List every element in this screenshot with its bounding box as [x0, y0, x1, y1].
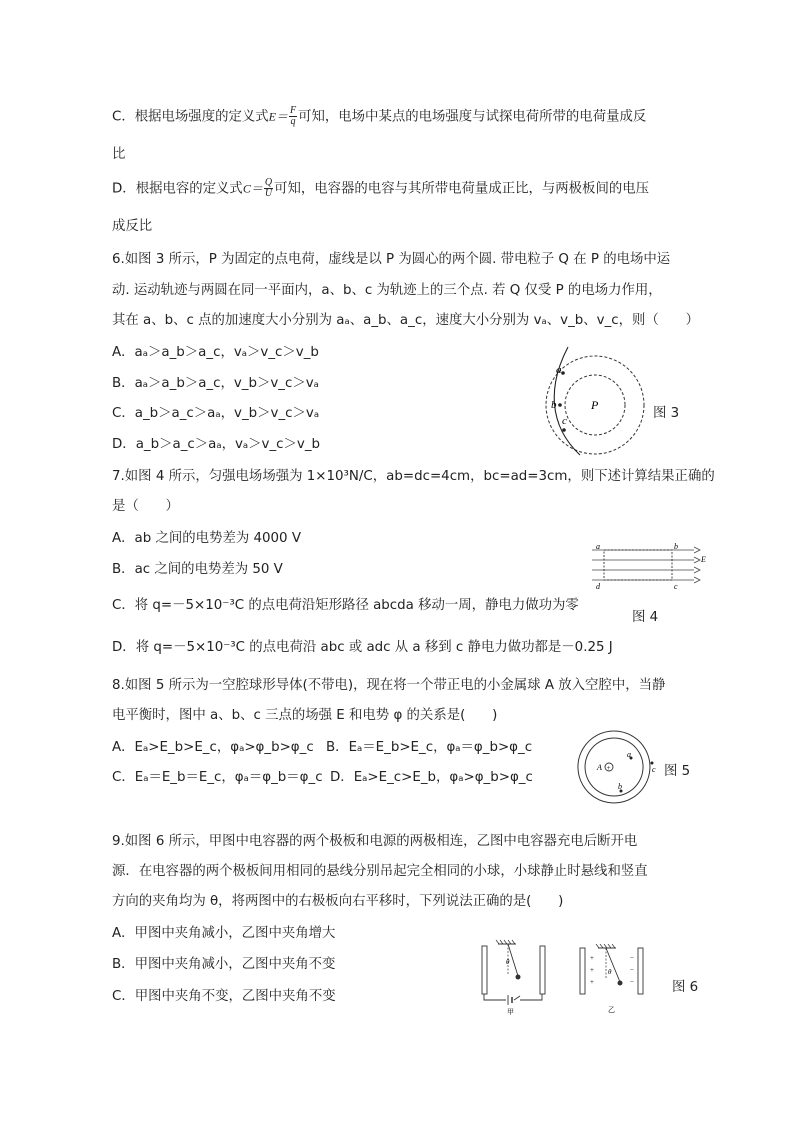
- q9-stem-line2: 源．在电容器的两个极板间用相同的悬线分别吊起完全相同的小球，小球静止时悬线和竖直: [112, 864, 648, 879]
- fig5-label-big-a: A: [597, 763, 602, 772]
- q9-option-a: A．甲图中夹角减小，乙图中夹角增大: [112, 926, 336, 941]
- fig5-conductor-shell: [578, 731, 650, 803]
- fig6-yi-plus-2: +: [590, 966, 594, 974]
- figure-5-caption: 图 5: [664, 764, 691, 779]
- q6-option-b: B．aₐ＞a_b＞a_c，v_b＞v_c＞vₐ: [112, 376, 319, 391]
- figure-6-caption: 图 6: [672, 980, 699, 995]
- q7-stem-line2: 是（ ）: [112, 499, 179, 514]
- q7-option-a: A．ab 之间的电势差为 4000 V: [112, 531, 301, 546]
- q6-option-a: A．aₐ＞a_b＞a_c，vₐ＞v_c＞v_b: [112, 345, 319, 360]
- fig6-yi-minus-2: −: [630, 966, 634, 974]
- q5-option-c-text-b: 可知，电场中某点的电场强度与试探电荷所带的电荷量成反: [298, 109, 647, 125]
- fig4-rectangle-abcd: [604, 550, 672, 580]
- fig3-label-b: b: [551, 399, 557, 411]
- q7-stem-line1: 7.如图 4 所示，匀强电场场强为 1×10³N/C，ab=dc=4cm，bc=ad=3cm，则下述计算结果正确的: [112, 469, 715, 484]
- q5-formula-e-fraction: [289, 106, 297, 127]
- fig6-jia-switch: [514, 996, 520, 1000]
- q9-option-c: C．甲图中夹角不变，乙图中夹角不变: [112, 989, 336, 1004]
- q5-option-d-text-b: 可知，电容器的电容与其所带电荷量成正比，与两极板间的电压: [274, 181, 650, 197]
- q6-stem-line2: 动. 运动轨迹与两圆在同一平面内，a、b、c 为轨迹上的三个点. 若 Q 仅受 P 的电场力作用，: [112, 283, 662, 298]
- fig5-label-b: b: [618, 782, 622, 791]
- figure-5-diagram: [568, 725, 660, 807]
- fig3-label-p: P: [591, 398, 599, 412]
- q8-option-a: A．Eₐ>E_b>E_c，φₐ>φ_b>φ_c: [112, 740, 314, 755]
- fig5-plus-sign: +: [606, 764, 611, 772]
- fig6-jia-right-plate: [540, 946, 545, 994]
- q6-option-c: C．a_b＞a_c＞aₐ，v_b＞v_c＞vₐ: [112, 406, 320, 421]
- q5-option-d-text-a: D．根据电容的定义式: [112, 181, 243, 197]
- q7-option-b: B．ac 之间的电势差为 50 V: [112, 562, 283, 577]
- q5-formula-c-numerator: Q: [264, 177, 273, 188]
- figure-4-diagram: [590, 542, 708, 592]
- fig3-label-a: a: [556, 364, 562, 376]
- fig4-label-d: d: [596, 582, 600, 591]
- figure-3-caption: 图 3: [653, 406, 680, 421]
- q5-option-d: [112, 178, 649, 200]
- fig6-jia-circuit: [484, 994, 542, 1000]
- fig6-yi-string: [606, 948, 620, 982]
- fig3-point-c: [562, 428, 566, 432]
- fig6-yi-theta: θ: [608, 968, 612, 976]
- q5-formula-c-denominator: U: [264, 188, 273, 199]
- fig6-jia-left-plate: [482, 946, 487, 994]
- figure-3-diagram: [540, 345, 650, 457]
- q6-stem-line3: 其在 a、b、c 点的加速度大小分别为 aₐ、a_b、a_c，速度大小分别为 vₐ、v_b、v_c，则（ ）: [112, 313, 699, 328]
- q9-option-b: B．甲图中夹角减小，乙图中夹角不变: [112, 957, 336, 972]
- fig6-yi-right-plate: [638, 948, 643, 994]
- fig6-jia-theta: θ: [506, 958, 510, 966]
- figure-6-jia-diagram: [470, 938, 560, 1016]
- q8-option-b: B．Eₐ＝E_b>E_c，φₐ＝φ_b>φ_c: [326, 740, 533, 755]
- fig6-jia-label: 甲: [507, 1008, 514, 1016]
- fig6-yi-minus-3: −: [630, 978, 634, 986]
- fig4-label-b: b: [674, 542, 678, 551]
- q5-formula-e-numerator: F: [290, 105, 297, 116]
- fig3-point-a: [561, 371, 565, 375]
- q5-formula-e-denominator: q: [290, 116, 296, 127]
- fig5-label-a: a: [627, 750, 631, 759]
- q5-formula-e-lhs: E＝: [268, 109, 288, 124]
- q8-option-c: C．Eₐ＝E_b＝E_c，φₐ＝φ_b＝φ_c: [112, 770, 323, 785]
- fig6-jia-string: [508, 944, 518, 976]
- q5-option-d-cont: 成反比: [112, 219, 153, 234]
- fig6-yi-label: 乙: [608, 1006, 615, 1014]
- fig6-jia-hatch: [496, 940, 515, 944]
- figure-6-yi-diagram: [574, 944, 658, 1016]
- q5-formula-c-fraction: [264, 178, 273, 199]
- figure-4-caption: 图 4: [632, 610, 659, 625]
- q6-stem-line1: 6.如图 3 所示，P 为固定的点电荷，虚线是以 P 为圆心的两个圆. 带电粒子 Q 在 P 的电场中运: [112, 252, 671, 267]
- q5-formula-c-lhs: C＝: [242, 181, 263, 196]
- q5-option-c: [112, 106, 646, 128]
- fig6-yi-plus-3: +: [590, 978, 594, 986]
- fig6-yi-ball: [618, 981, 623, 986]
- fig4-label-e: E: [701, 555, 706, 564]
- fig6-yi-left-plate: [580, 948, 585, 994]
- q7-option-d: D．将 q=－5×10⁻³C 的点电荷沿 abc 或 adc 从 a 移到 c 静电力做功都是－0.25 J: [112, 640, 613, 655]
- fig5-label-c: c: [652, 765, 656, 774]
- q8-option-d: D．Eₐ>E_c>E_b，φₐ>φ_b>φ_c: [330, 770, 533, 785]
- q6-option-d: D．a_b＞a_c＞aₐ，vₐ＞v_c＞v_b: [112, 437, 321, 452]
- q9-stem-line3: 方向的夹角均为 θ，将两图中的右极板向右平移时，下列说法正确的是( ): [112, 894, 564, 909]
- fig4-label-a: a: [596, 542, 600, 551]
- fig4-label-c: c: [674, 582, 678, 591]
- fig4-arrowheads: [694, 547, 700, 583]
- fig3-point-b: [558, 403, 562, 407]
- q8-stem-line1: 8.如图 5 所示为一空腔球形导体(不带电)，现在将一个带正电的小金属球 A 放入空腔中，当静: [112, 678, 666, 693]
- q7-option-c: C．将 q=－5×10⁻³C 的点电荷沿矩形路径 abcda 移动一周，静电力做功为零: [112, 598, 579, 613]
- fig6-jia-ball: [516, 975, 521, 980]
- q9-stem-line1: 9.如图 6 所示，甲图中电容器的两个极板和电源的两极相连，乙图中电容器充电后断开电: [112, 834, 638, 849]
- fig6-yi-minus-1: −: [630, 954, 634, 962]
- q8-stem-line2: 电平衡时，图中 a、b、c 三点的场强 E 和电势 φ 的关系是( ): [112, 708, 498, 723]
- q5-option-c-cont: 比: [112, 147, 126, 162]
- fig6-yi-plus-signs: +: [590, 954, 594, 962]
- q5-option-c-text-a: C．根据电场强度的定义式: [112, 109, 269, 125]
- fig3-label-c: c: [562, 415, 567, 427]
- fig6-yi-hatch: [596, 944, 615, 948]
